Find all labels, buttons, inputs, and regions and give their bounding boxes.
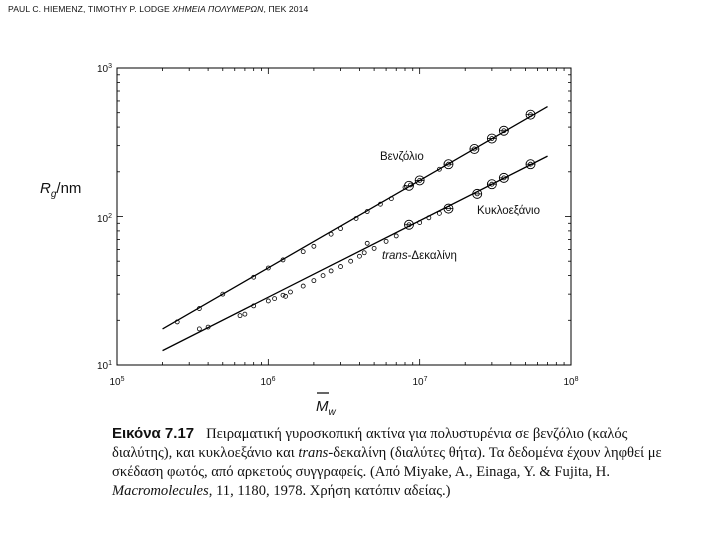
data-point [357, 254, 361, 258]
data-point [197, 327, 201, 331]
data-point [321, 274, 325, 278]
data-point [238, 314, 242, 318]
header-title: ΧΗΜΕΙΑ ΠΟΛΥΜΕΡΩΝ [172, 4, 264, 14]
data-point [312, 279, 316, 283]
data-point [372, 246, 376, 250]
header-publisher: , ΠΕΚ 2014 [263, 4, 309, 14]
caption-text-3: , 11, 1180, 1978. Χρήση κατόπιν αδείας.) [208, 483, 451, 499]
x-tick-label-3: $10^7$ [412, 376, 428, 388]
data-point [339, 227, 343, 231]
data-point [288, 290, 292, 294]
caption-italic-2: Macromolecules [112, 483, 209, 499]
data-point [312, 244, 316, 248]
data-point [329, 232, 333, 236]
figure-label: Εικόνα 7.17 [112, 425, 195, 442]
data-point [243, 312, 247, 316]
y-tick-label-1: $10^1$ [96, 360, 112, 372]
data-point [301, 284, 305, 288]
data-point [349, 259, 353, 263]
x-axis-label: $M_w$ [316, 398, 336, 418]
data-point [365, 241, 369, 245]
data-point [301, 250, 305, 254]
header-authors: PAUL C. HIEMENZ, TIMOTHY P. LODGE [8, 4, 173, 14]
x-tick-label-4: $10^8$ [563, 376, 579, 388]
data-point [339, 265, 343, 269]
data-point [437, 211, 441, 215]
data-point [362, 251, 366, 255]
series-label-benzene: Βενζόλιο [380, 151, 424, 163]
caption-text-1: Πειραματική γυροσκοπική ακτίνα για πολυστυρένια σε βενζόλιο (καλός διαλύτης), και κυκλοεξάνιο και [112, 426, 628, 461]
data-point [329, 269, 333, 273]
y-tick-label-3: $10^3$ [96, 63, 112, 75]
x-tick-label-1: $10^5$ [109, 376, 125, 388]
series-label-cyclohexane: Κυκλοεξάνιο [477, 205, 540, 217]
fit-lines [163, 107, 548, 351]
y-axis-label: $R_g/nm$ [40, 180, 82, 200]
data-point [384, 239, 388, 243]
figure-caption [112, 424, 672, 501]
data-points [175, 110, 535, 331]
caption-italic-1: trans [298, 445, 329, 461]
data-point [273, 297, 277, 301]
fit-line-series-0 [163, 107, 548, 329]
x-tick-label-2: $10^6$ [260, 376, 276, 388]
y-tick-label-2: $10^2$ [96, 213, 112, 225]
series-label-trans-decalin: trans-Δεκαλίνη [382, 250, 457, 262]
data-point [266, 299, 270, 303]
data-point [394, 234, 398, 238]
caption-text-2: -δεκαλίνη (διαλύτες θήτα). Τα δεδομένα έχουν ληφθεί με σκέδαση φωτός, από αρκετούς συγγραφείς. (Από Miyake, A., Einaga, Y. & Fujita, H. [112, 445, 662, 480]
